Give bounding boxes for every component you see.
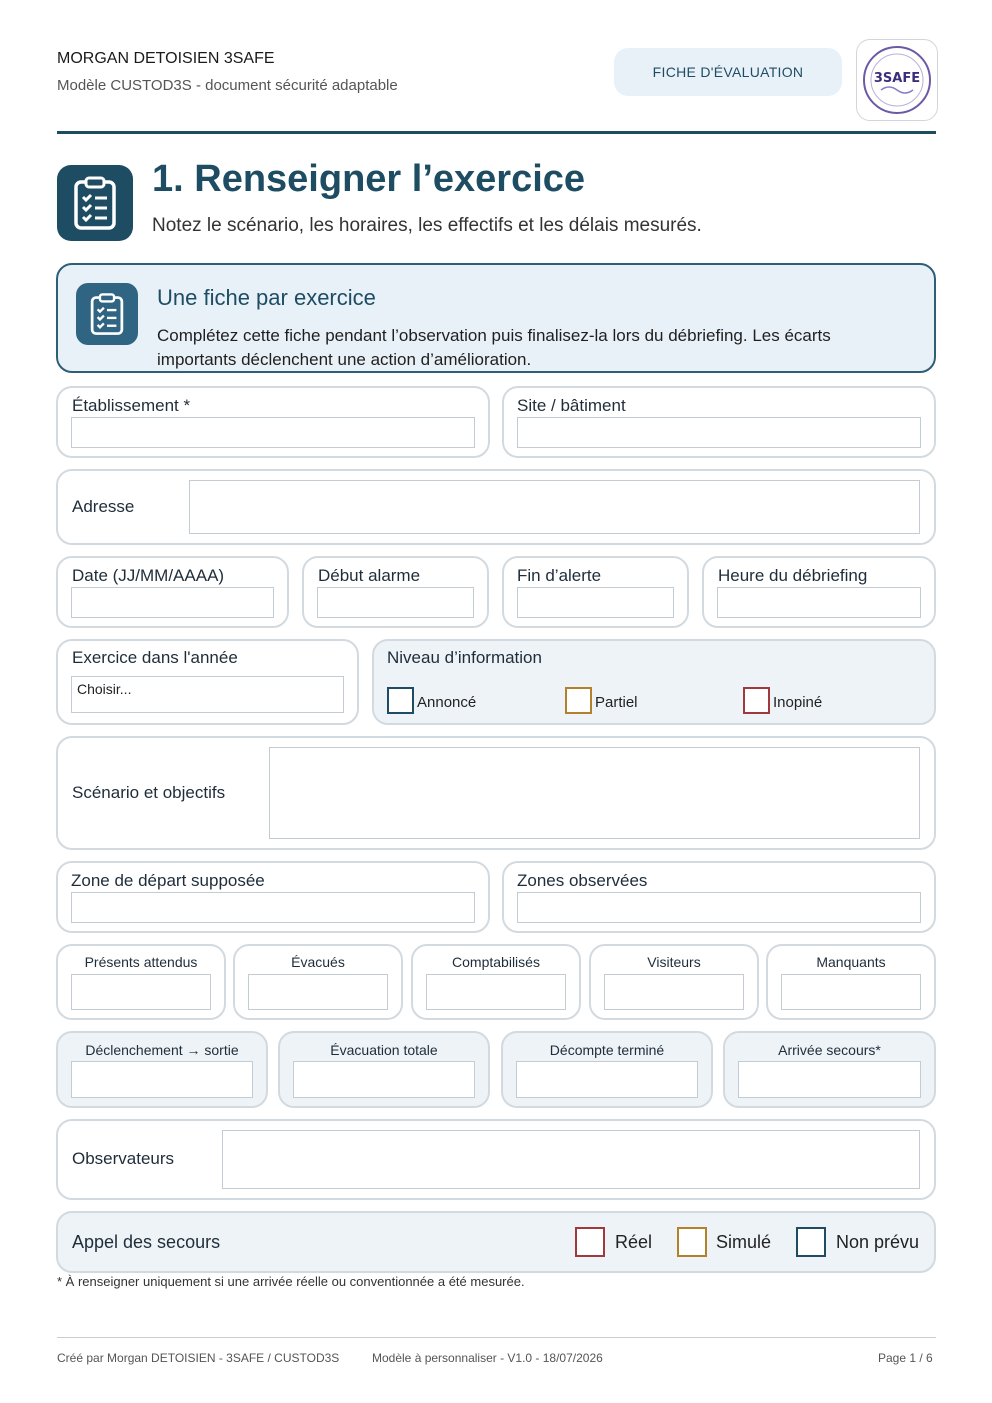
fin-alerte-field[interactable] xyxy=(517,587,674,618)
checkbox-annonce-label: Annoncé xyxy=(417,694,477,711)
debut-alarme-label: Début alarme xyxy=(318,566,421,585)
scenario-field[interactable] xyxy=(269,747,920,839)
effectif-field[interactable] xyxy=(248,974,388,1010)
checkbox-non-prevu-label: Non prévu xyxy=(836,1232,920,1252)
org-name: MORGAN DETOISIEN 3SAFE xyxy=(57,50,275,67)
footer-divider xyxy=(57,1337,936,1338)
checkbox-partiel-label: Partiel xyxy=(595,694,638,711)
checkbox-partiel[interactable] xyxy=(565,687,592,714)
date-label: Date (JJ/MM/AAAA) xyxy=(72,566,225,585)
checkbox-annonce[interactable] xyxy=(387,687,414,714)
footer-page-number: Page 1 / 6 xyxy=(878,1351,933,1365)
debut-alarme-field[interactable] xyxy=(317,587,474,618)
delai-field[interactable] xyxy=(71,1061,253,1098)
company-logo xyxy=(856,39,938,121)
svg-text:3SAFE: 3SAFE xyxy=(873,71,921,86)
etablissement-label: Établissement * xyxy=(72,396,191,415)
checkbox-non-prevu[interactable] xyxy=(796,1227,826,1257)
footnote: * À renseigner uniquement si une arrivée réelle ou conventionnée a été mesurée. xyxy=(57,1274,525,1289)
effectif-label: Évacués xyxy=(291,954,345,970)
debriefing-label: Heure du débriefing xyxy=(718,566,868,585)
callout-text: Complétez cette fiche pendant l’observation puis finalisez-la lors du débriefing. Les écarts importants déclenchent une action d’amélioration. xyxy=(157,326,831,369)
logo-seal-icon xyxy=(861,44,933,116)
adresse-label: Adresse xyxy=(72,497,135,516)
checkbox-inopine[interactable] xyxy=(743,687,770,714)
page-title: 1. Renseigner l’exercice xyxy=(152,158,586,200)
delai-label: Évacuation totale xyxy=(330,1042,438,1058)
doc-type-badge xyxy=(614,48,842,96)
org-subtitle: Modèle CUSTOD3S - document sécurité adaptable xyxy=(57,77,398,94)
checkbox-inopine-label: Inopiné xyxy=(773,694,823,711)
delai-field[interactable] xyxy=(516,1061,698,1098)
checkbox-reel[interactable] xyxy=(575,1227,605,1257)
page-subtitle: Notez le scénario, les horaires, les effectifs et les délais mesurés. xyxy=(152,215,702,236)
callout-title: Une fiche par exercice xyxy=(157,285,376,310)
debriefing-field[interactable] xyxy=(717,587,921,618)
effectif-label: Visiteurs xyxy=(647,954,701,970)
effectif-field[interactable] xyxy=(71,974,211,1010)
adresse-field[interactable] xyxy=(189,480,920,534)
footer-version: Modèle à personnaliser - V1.0 - 18/07/2026 xyxy=(372,1351,603,1365)
effectif-field[interactable] xyxy=(426,974,566,1010)
zones-observees-label: Zones observées xyxy=(517,871,648,890)
etablissement-field[interactable] xyxy=(71,417,475,448)
scenario-label: Scénario et objectifs xyxy=(72,783,226,802)
zone-depart-label: Zone de départ supposée xyxy=(71,871,265,890)
delai-label: Décompte terminé xyxy=(549,1042,665,1058)
exercice-label: Exercice dans l'année xyxy=(72,648,238,667)
delai-label: Déclenchement → sortie xyxy=(85,1042,239,1058)
zone-depart-field[interactable] xyxy=(71,892,475,923)
niveau-info-label: Niveau d’information xyxy=(387,648,542,667)
observateurs-label: Observateurs xyxy=(72,1149,175,1168)
site-field[interactable] xyxy=(517,417,921,448)
clipboard-icon xyxy=(57,165,133,241)
checklist-icon xyxy=(76,283,138,345)
site-label: Site / bâtiment xyxy=(517,396,626,415)
header-divider xyxy=(57,131,936,134)
effectif-label: Manquants xyxy=(816,954,886,970)
checkbox-reel-label: Réel xyxy=(615,1232,653,1252)
observateurs-field[interactable] xyxy=(222,1130,920,1189)
exercice-select[interactable]: Choisir... xyxy=(71,676,344,713)
checkbox-simule[interactable] xyxy=(677,1227,707,1257)
effectif-field[interactable] xyxy=(781,974,921,1010)
delai-label: Arrivée secours* xyxy=(778,1042,881,1058)
footer-author: Créé par Morgan DETOISIEN - 3SAFE / CUSTOD3S xyxy=(57,1351,340,1365)
appel-secours-label: Appel des secours xyxy=(72,1232,221,1252)
checkbox-simule-label: Simulé xyxy=(716,1232,772,1252)
zones-observees-field[interactable] xyxy=(517,892,921,923)
delai-field[interactable] xyxy=(293,1061,475,1098)
delai-field[interactable] xyxy=(738,1061,921,1098)
date-field[interactable] xyxy=(71,587,274,618)
fin-alerte-label: Fin d’alerte xyxy=(517,566,602,585)
effectif-label: Présents attendus xyxy=(84,954,198,970)
effectif-label: Comptabilisés xyxy=(452,954,540,970)
doc-type-label: FICHE D'ÉVALUATION xyxy=(652,64,804,80)
effectif-field[interactable] xyxy=(604,974,744,1010)
